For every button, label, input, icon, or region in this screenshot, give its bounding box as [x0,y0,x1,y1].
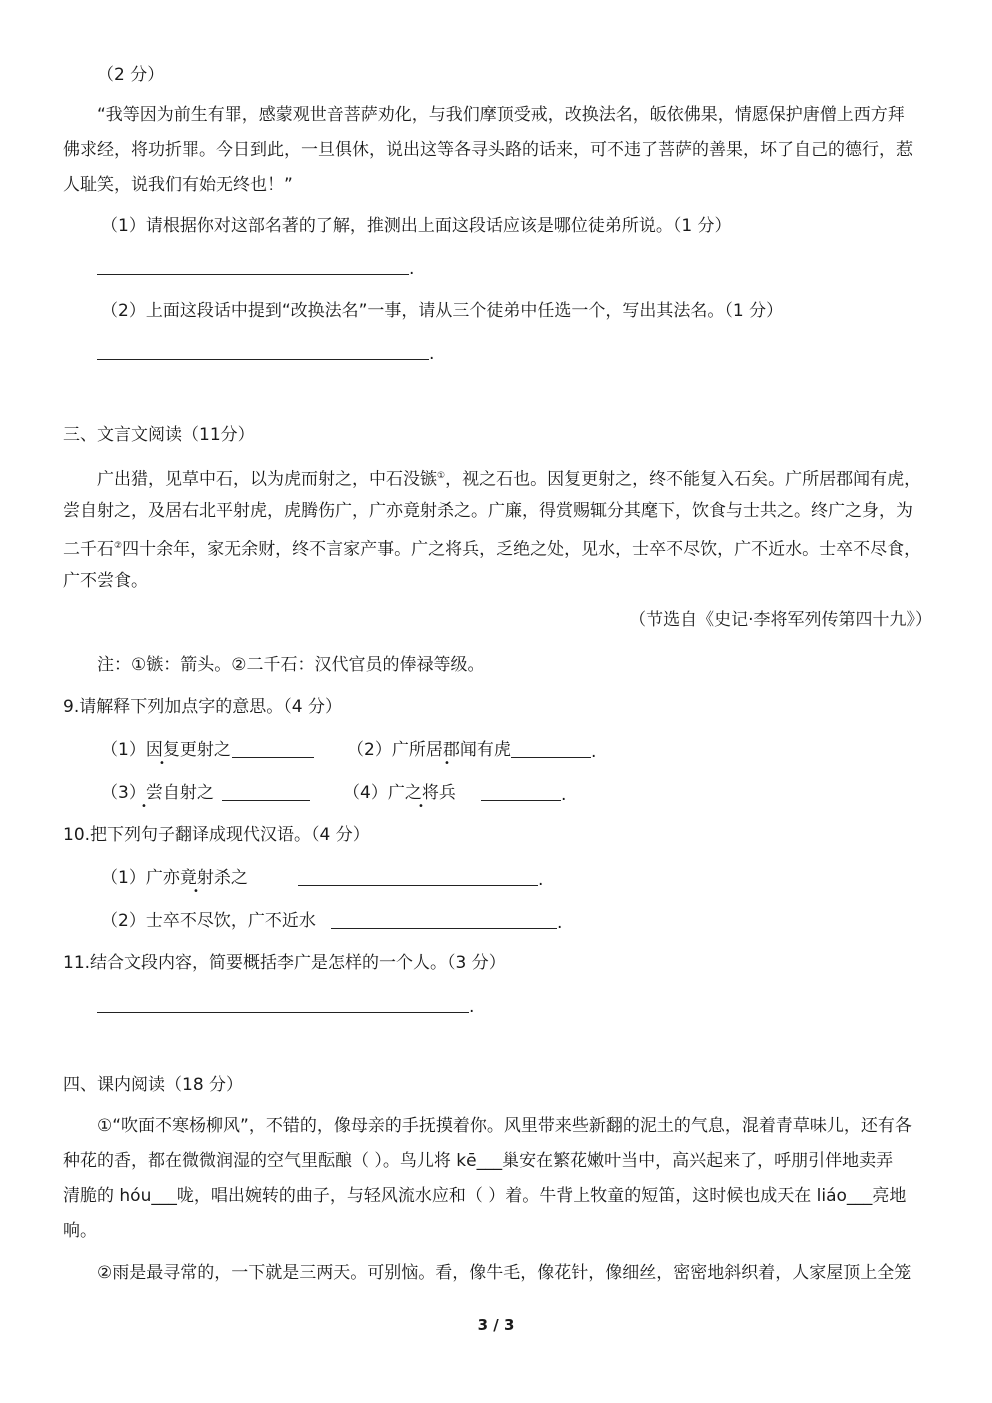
answer-blank[interactable] [331,928,557,929]
reading-text-line: 响。 [63,1221,97,1241]
emphasis-dot: • [193,886,199,897]
emphasis-dot: • [418,801,424,812]
quote-line: “我等因为前生有罪，感蒙观世音菩萨劝化，与我们摩顶受戒，改换法名，皈依佛果，情愿保护唐僧上西方拜 [97,105,905,125]
classical-text-line [63,535,921,561]
q9-item-4: （4）广之将兵 [343,783,456,803]
footnote-marker: ① [437,471,446,481]
period: . [561,785,567,805]
period: . [538,870,544,890]
q9-item-2: （2）广所居郡闻有虎 [347,740,511,760]
classical-text-line: 广不尝食。 [63,571,148,591]
answer-blank[interactable] [511,757,591,758]
sub-question-1: （1）请根据你对这部名著的了解，推测出上面这段话应该是哪位徒弟所说。（1 分） [101,216,732,236]
question-11: 11.结合文段内容，简要概括李广是怎样的一个人。（3 分） [63,953,506,973]
reading-text-line: ②雨是最寻常的，一下就是三两天。可别恼。看，像牛毛，像花针，像细丝，密密地斜织着，人家屋顶上全笼 [97,1263,912,1283]
answer-blank[interactable] [97,274,409,275]
q10-item-2: （2）士卒不尽饮，广不近水 [101,911,316,931]
question-10: 10.把下列句子翻译成现代汉语。（4 分） [63,825,370,845]
period: . [469,997,475,1017]
emphasis-dot: • [159,758,165,769]
answer-blank[interactable] [481,800,561,801]
footnote-marker: ② [114,541,123,551]
text-segment: ，视之石也。因复更射之，终不能复入石矣。广所居郡闻有虎， [445,469,922,490]
sub-question-2: （2）上面这段话中提到“改换法名”一事，请从三个徒弟中任选一个，写出其法名。（1 分） [101,301,784,321]
emphasis-dot: • [141,801,147,812]
period: . [429,344,435,364]
period: . [591,742,597,762]
annotation-note: 注：①镞：箭头。②二千石：汉代官员的俸禄等级。 [97,655,485,675]
answer-blank[interactable] [298,885,538,886]
emphasis-dot: • [444,758,450,769]
page-number: 3 / 3 [477,1316,515,1334]
q10-item-1: （1）广亦竟射杀之 [101,868,248,888]
q9-item-1: （1）因复更射之 [101,740,231,760]
text-segment: 二千石 [63,539,114,560]
period: . [557,913,563,933]
source-citation: （节选自《史记·李将军列传第四十九》） [629,610,932,630]
reading-text-line: ①“吹面不寒杨柳风”，不错的，像母亲的手抚摸着你。风里带来些新翻的泥土的气息，混着青草味儿，还有各 [97,1116,912,1136]
reading-text-line: 种花的香，都在微微润湿的空气里酝酿（ ）。鸟儿将 kē___巢安在繁花嫩叶当中，高兴起来了，呼朋引伴地卖弄 [63,1151,894,1171]
period: . [409,259,415,279]
section-heading: 四、课内阅读（18 分） [63,1075,244,1095]
text-segment: 四十余年，家无余财，终不言家产事。广之将兵，乏绝之处，见水，士卒不尽饮，广不近水。士卒不尽食， [122,539,922,560]
question-score: （2 分） [97,65,165,85]
reading-text-line: 清脆的 hóu___咙，唱出婉转的曲子，与轻风流水应和（ ）着。牛背上牧童的短笛，这时候也成天在 liáo___亮地 [63,1186,907,1206]
quote-line: 人耻笑，说我们有始无终也！” [63,175,293,195]
answer-blank[interactable] [222,800,310,801]
answer-blank[interactable] [232,757,314,758]
classical-text-line: 尝自射之，及居右北平射虎，虎腾伤广，广亦竟射杀之。广廉，得赏赐辄分其麾下，饮食与士共之。终广之身，为 [63,501,913,521]
q9-item-3: （3）尝自射之 [101,783,214,803]
text-segment: 广出猎，见草中石，以为虎而射之，中石没镞 [97,469,437,490]
answer-blank[interactable] [97,1012,469,1013]
answer-blank[interactable] [97,359,429,360]
quote-line: 佛求经，将功折罪。今日到此，一旦俱休，说出这等各寻头路的话来，可不违了菩萨的善果，坏了自己的德行，惹 [63,140,913,160]
section-heading: 三、文言文阅读（11分） [63,425,255,445]
question-9: 9.请解释下列加点字的意思。（4 分） [63,697,342,717]
classical-text-line [97,465,921,491]
